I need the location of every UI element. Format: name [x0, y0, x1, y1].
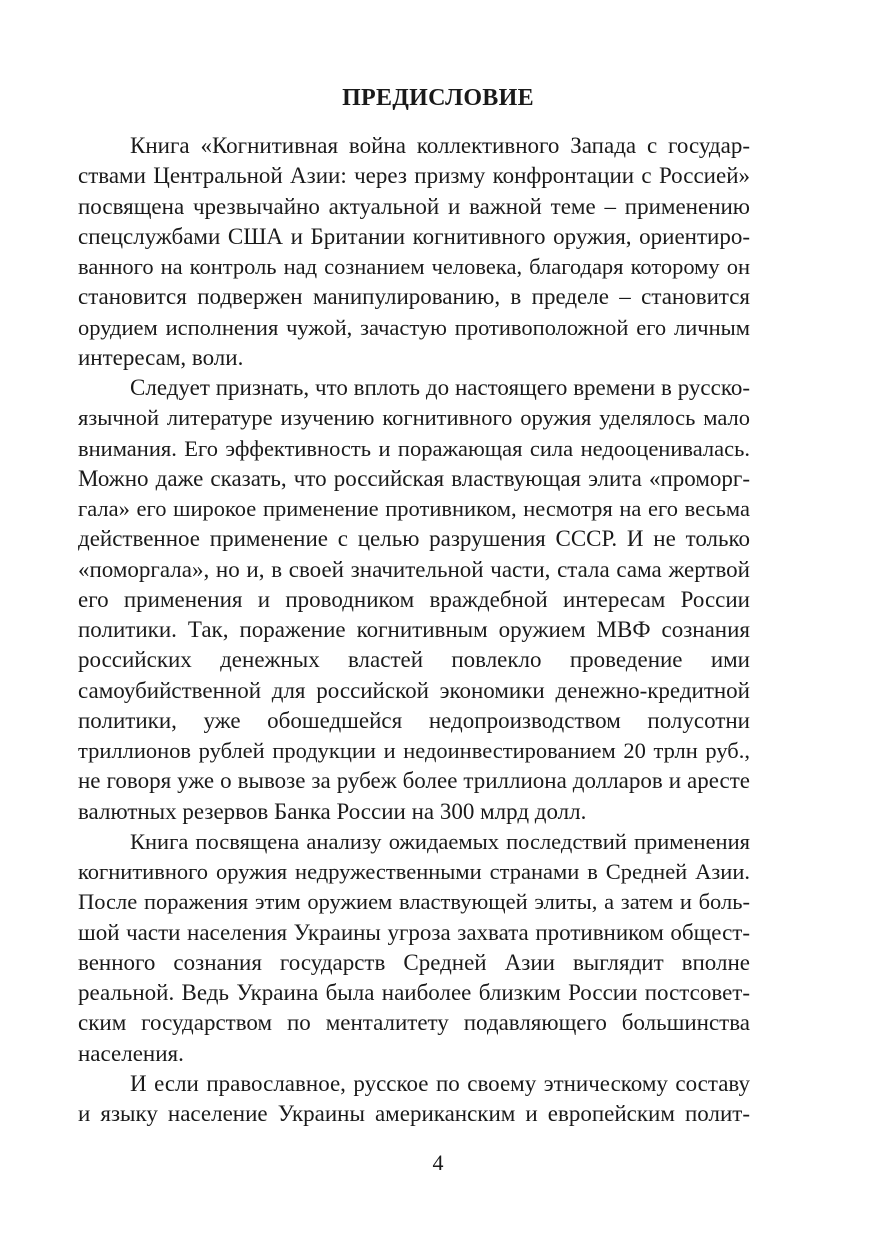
- text-line: Следует признать, что вплоть до настоящего времени в русско-: [130, 375, 750, 400]
- text-line: ствами Центральной Азии: через призму конфронтации с Россией»: [78, 163, 750, 189]
- text-line: интересам, воли.: [78, 344, 244, 370]
- text-line: внимания. Его эффективность и поражающая сила недооценивалась.: [78, 435, 750, 461]
- text-line: и языку население Украины американским и европейским полит-: [78, 1101, 750, 1126]
- text-line: становится подвержен манипулированию, в пределе – становится: [78, 284, 750, 310]
- text-line: спецслужбами США и Британии когнитивного оружия, ориентиро-: [78, 223, 750, 249]
- text-line: Книга «Когнитивная война коллективного Запада с государ-: [130, 133, 750, 158]
- text-line: венного сознания государств Средней Азии выглядит вполне: [78, 949, 750, 975]
- text-line: гала» его широкое применение противником, несмотря на его весьма: [78, 496, 750, 521]
- text-line: не говоря уже о вывозе за рубеж более триллиона долларов и аресте: [78, 768, 750, 794]
- text-line: орудием исполнения чужой, зачастую противоположной его личным: [78, 314, 750, 340]
- text-line: Можно даже сказать, что российская властвующая элита «проморг-: [78, 465, 750, 491]
- text-line: шой части населения Украины угроза захвата противником общест-: [78, 919, 750, 945]
- text-line: политики, уже обошедшейся недопроизводством полусотни: [78, 707, 750, 733]
- text-line: действенное применение с целью разрушения СССР. И не только: [78, 526, 750, 552]
- text-line: После поражения этим оружием властвующей элиты, а затем и боль-: [78, 889, 750, 915]
- text-line: И если православное, русское по своему этническому составу: [130, 1070, 750, 1096]
- text-line: «поморгала», но и, в своей значительной части, стала сама жертвой: [78, 556, 750, 582]
- text-line: триллионов рублей продукции и недоинвестированием 20 трлн руб.,: [78, 738, 750, 763]
- page-title: ПРЕДИСЛОВИЕ: [342, 85, 534, 111]
- text-line: язычной литературе изучению когнитивного оружия уделялось мало: [78, 405, 750, 431]
- body-text: [78, 131, 750, 1129]
- text-line: политики. Так, поражение когнитивным оружием МВФ сознания: [78, 617, 750, 642]
- text-line: ским государством по менталитету подавляющего большинства: [78, 1010, 750, 1036]
- page-number: 4: [432, 1150, 444, 1175]
- text-line: его применения и проводником враждебной интересам России: [78, 586, 750, 612]
- text-line: ванного на контроль над сознанием человека, благодаря которому он: [78, 254, 750, 279]
- text-line: самоубийственной для российской экономики денежно-кредитной: [78, 677, 750, 703]
- text-line: населения.: [78, 1040, 184, 1066]
- text-line: реальной. Ведь Украина была наиболее близким России постсовет-: [78, 980, 750, 1005]
- text-line: российских денежных властей повлекло проведение ими: [78, 647, 750, 673]
- text-line: валютных резервов Банка России на 300 млрд долл.: [78, 798, 587, 824]
- text-line: посвящена чрезвычайно актуальной и важной теме – применению: [78, 193, 750, 219]
- text-line: когнитивного оружия недружественными странами в Средней Азии.: [78, 859, 750, 884]
- text-line: Книга посвящена анализу ожидаемых последствий применения: [130, 828, 750, 854]
